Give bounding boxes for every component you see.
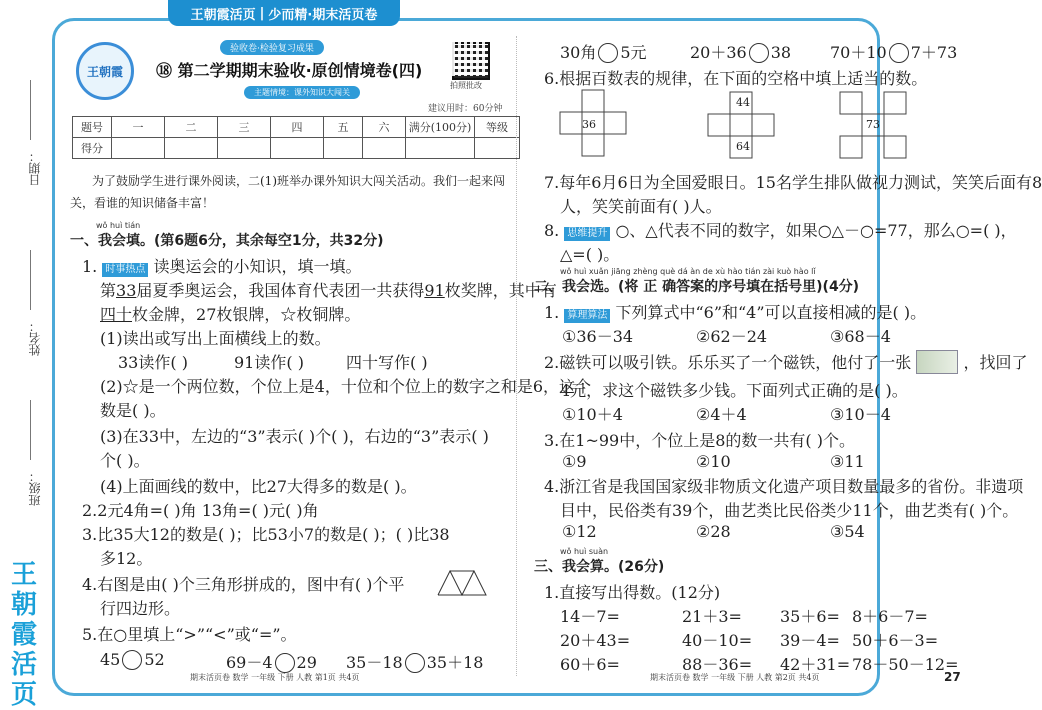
option[interactable]: ①10＋4: [562, 405, 623, 424]
grid-value: 44: [736, 96, 750, 109]
score-cell[interactable]: [363, 138, 406, 159]
s3-pinyin: wǒ huì suàn: [560, 547, 609, 556]
q8-line2[interactable]: △=( )。: [560, 245, 620, 264]
score-cell[interactable]: [271, 138, 324, 159]
score-cell[interactable]: [406, 138, 475, 159]
grid-value: 73: [866, 118, 880, 131]
q1-sub3-line2[interactable]: 个( )。: [100, 451, 150, 470]
calc-item[interactable]: 39－4=: [780, 631, 840, 650]
q1-sub2-line1: (2)☆是一个两位数，个位上是4，十位和个位上的数字之和是6，这个: [100, 377, 592, 396]
title-number: ⑱: [156, 61, 173, 80]
s3-q1: 1.直接写出得数。(12分): [544, 583, 721, 602]
option[interactable]: ①36－34: [562, 327, 634, 346]
q4-line1[interactable]: 4.右图是由( )个三角形拼成的，图中有( )个平: [82, 575, 405, 594]
q5-item: 45 52: [100, 650, 165, 669]
header-pill-top: 验收卷·检验复习成果: [220, 40, 324, 55]
calc-item[interactable]: 50＋6－3=: [852, 631, 939, 650]
class-label: 班级：: [28, 470, 42, 506]
q1-sub3-line1[interactable]: (3)在33中，左边的“3”表示( )个( )，右边的“3”表示( ): [100, 427, 489, 446]
r0-item: 30角 5元: [560, 43, 647, 62]
date-label: 日期：: [28, 150, 42, 186]
score-cell[interactable]: [165, 138, 218, 159]
class-line: [30, 400, 32, 460]
test-header: [68, 40, 496, 98]
intro-line-1: 为了鼓励学生进行课外阅读，二(1)班举办课外知识大闯关活动。我们一起来闯: [92, 174, 506, 188]
compare-circle[interactable]: [275, 653, 295, 673]
title-text: 第二学期期末验收·原创情境卷(四): [177, 61, 423, 80]
calc-item[interactable]: 35＋6=: [780, 607, 840, 626]
top-banner: 王朝霞活页 | 少而精·期末活页卷: [168, 0, 400, 26]
q8-tag: 思维提升: [564, 227, 610, 241]
q5-item: 69－4 29: [226, 653, 317, 672]
score-cell[interactable]: [475, 138, 520, 159]
triangle-figure-icon: [437, 570, 489, 596]
calc-item[interactable]: 42＋31=: [780, 655, 851, 674]
compare-circle[interactable]: [405, 653, 425, 673]
footer-left: 期末活页卷 数学 一年级 下册 人教 第1页 共4页: [190, 673, 360, 682]
header-pill-sub: 主题情境：课外知识大闯关: [244, 86, 360, 99]
calc-item[interactable]: 88－36=: [682, 655, 753, 674]
footer-right: 期末活页卷 数学 一年级 下册 人教 第2页 共4页: [650, 673, 820, 682]
score-header-row: 题号 一 二 三 四 五 六 满分(100分) 等级: [73, 117, 520, 138]
option[interactable]: ①9: [562, 452, 587, 471]
q8-line1[interactable]: 8. 思维提升 ○、△代表不同的数字，如果○△－○=77，那么○=( )，: [544, 221, 1017, 240]
q4-line2: 行四边形。: [100, 599, 181, 618]
option[interactable]: ③10－4: [830, 405, 891, 424]
option[interactable]: ③11: [830, 452, 865, 471]
q3-line1[interactable]: 3.比35大12的数是( )；比53小7的数是( )；( )比38: [82, 525, 450, 544]
compare-circle[interactable]: [598, 43, 618, 63]
s2-q3[interactable]: 3.在1~99中，个位上是8的数一共有( )个。: [544, 431, 855, 450]
side-brand: 王朝霞活页: [10, 560, 37, 710]
banner-series: 少而精·期末活页卷: [268, 7, 378, 23]
option[interactable]: ③54: [830, 522, 865, 541]
q1-sub1-item[interactable]: 91读作( ): [234, 353, 304, 372]
q1-para-1: 第33届夏季奥运会，我国体育代表团一共获得91枚奖牌，其中有: [100, 281, 557, 300]
banner-brand: 王朝霞活页: [190, 7, 256, 23]
score-cell[interactable]: [218, 138, 271, 159]
score-cell[interactable]: [112, 138, 165, 159]
q6: 6.根据百数表的规律，在下面的空格中填上适当的数。: [544, 69, 928, 88]
grid-value: 36: [582, 118, 596, 131]
date-line: [30, 80, 32, 140]
s2-q1-tag: 算理算法: [564, 309, 610, 323]
s2-q2-line2[interactable]: 4元，求这个磁铁多少钱。下面列式正确的是( )。: [560, 381, 908, 400]
q5-item: 35－18 35＋18: [346, 653, 484, 672]
q3-line2: 多12。: [100, 549, 153, 568]
score-value-row: 得分: [73, 138, 520, 159]
calc-item[interactable]: 8＋6－7=: [852, 607, 928, 626]
grid-value: 64: [736, 140, 750, 153]
compare-circle[interactable]: [122, 650, 142, 670]
s2-q4-line2[interactable]: 目中，民俗类有39个，曲艺类比民俗类少11个，曲艺类有( )个。: [560, 501, 1019, 520]
option[interactable]: ②62－24: [696, 327, 768, 346]
s1-pinyin: wǒ huì tián: [96, 221, 141, 230]
s2-q2-line1: 2.磁铁可以吸引铁。乐乐买了一个磁铁，他付了一张 ，找回了: [544, 350, 1027, 374]
r0-item: 20＋36 38: [690, 43, 792, 62]
q1-sub1: (1)读出或写出上面横线上的数。: [100, 329, 331, 348]
calc-item[interactable]: 60＋6=: [560, 655, 620, 674]
section-3-heading: 三、我会算。(26分): [534, 559, 665, 575]
section-2-heading: 二、我会选。(将 正 确答案的序号填在括号里)(4分): [534, 279, 860, 295]
s2-q4-line1: 4.浙江省是我国国家级非物质文化遗产项目数量最多的省份。非遗项: [544, 477, 1024, 496]
q7-line2[interactable]: 人，笑笑前面有( )人。: [560, 197, 722, 216]
q2[interactable]: 2.2元4角=( )角 13角=( )元( )角: [82, 501, 319, 520]
option[interactable]: ③68－4: [830, 327, 891, 346]
q5: 5.在○里填上“>”“<”或“=”。: [82, 625, 297, 644]
option[interactable]: ②28: [696, 522, 731, 541]
calc-item[interactable]: 21＋3=: [682, 607, 742, 626]
option[interactable]: ②4＋4: [696, 405, 747, 424]
calc-item[interactable]: 14－7=: [560, 607, 620, 626]
name-line: [30, 250, 32, 310]
banknote-icon: [916, 350, 958, 374]
option[interactable]: ①12: [562, 522, 597, 541]
q1-sub1-item[interactable]: 四十写作( ): [346, 353, 428, 372]
compare-circle[interactable]: [749, 43, 769, 63]
calc-item[interactable]: 20＋43=: [560, 631, 631, 650]
page-divider: [516, 36, 517, 676]
option[interactable]: ②10: [696, 452, 731, 471]
section-1-heading: 一、我会填。(第6题6分，其余每空1分，共32分): [70, 233, 384, 249]
s2-pinyin: wǒ huì xuǎn jiāng zhèng què dá àn de xù hào tián zài kuò hào lǐ: [560, 267, 816, 276]
logo-badge: 王朝霞: [76, 42, 134, 100]
s2-q1[interactable]: 1. 算理算法 下列算式中“6”和“4”可以直接相减的是( )。: [544, 303, 927, 322]
intro-line-2: 关，看谁的知识储备丰富！: [70, 196, 215, 210]
qr-label: 拍照批改: [450, 81, 482, 90]
q1-tag: 时事热点: [102, 263, 148, 277]
compare-circle[interactable]: [889, 43, 909, 63]
time-hint: 建议用时：60分钟: [428, 104, 503, 114]
q1-sub4[interactable]: (4)上面画线的数中，比27大得多的数是( )。: [100, 477, 417, 496]
q1-line: 1. 时事热点 读奥运会的小知识，填一填。: [82, 257, 362, 276]
score-table: [72, 116, 520, 159]
calc-item[interactable]: 78－50－12=: [852, 655, 959, 674]
r0-item: 70＋10 7＋73: [830, 43, 958, 62]
q1-para-2: 四十枚金牌，27枚银牌，☆枚铜牌。: [100, 305, 361, 324]
q7-line1: 7.每年6月6日为全国爱眼日。15名学生排队做视力测试，笑笑后面有8: [544, 173, 1042, 192]
q1-sub1-item[interactable]: 33读作( ): [118, 353, 188, 372]
score-cell[interactable]: [324, 138, 363, 159]
q1-sub2-line2[interactable]: 数是( )。: [100, 401, 166, 420]
page-title: [156, 58, 422, 81]
page-number: 27: [944, 670, 961, 684]
calc-item[interactable]: 40－10=: [682, 631, 753, 650]
left-strip: [0, 0, 46, 708]
name-label: 姓名：: [28, 320, 42, 356]
